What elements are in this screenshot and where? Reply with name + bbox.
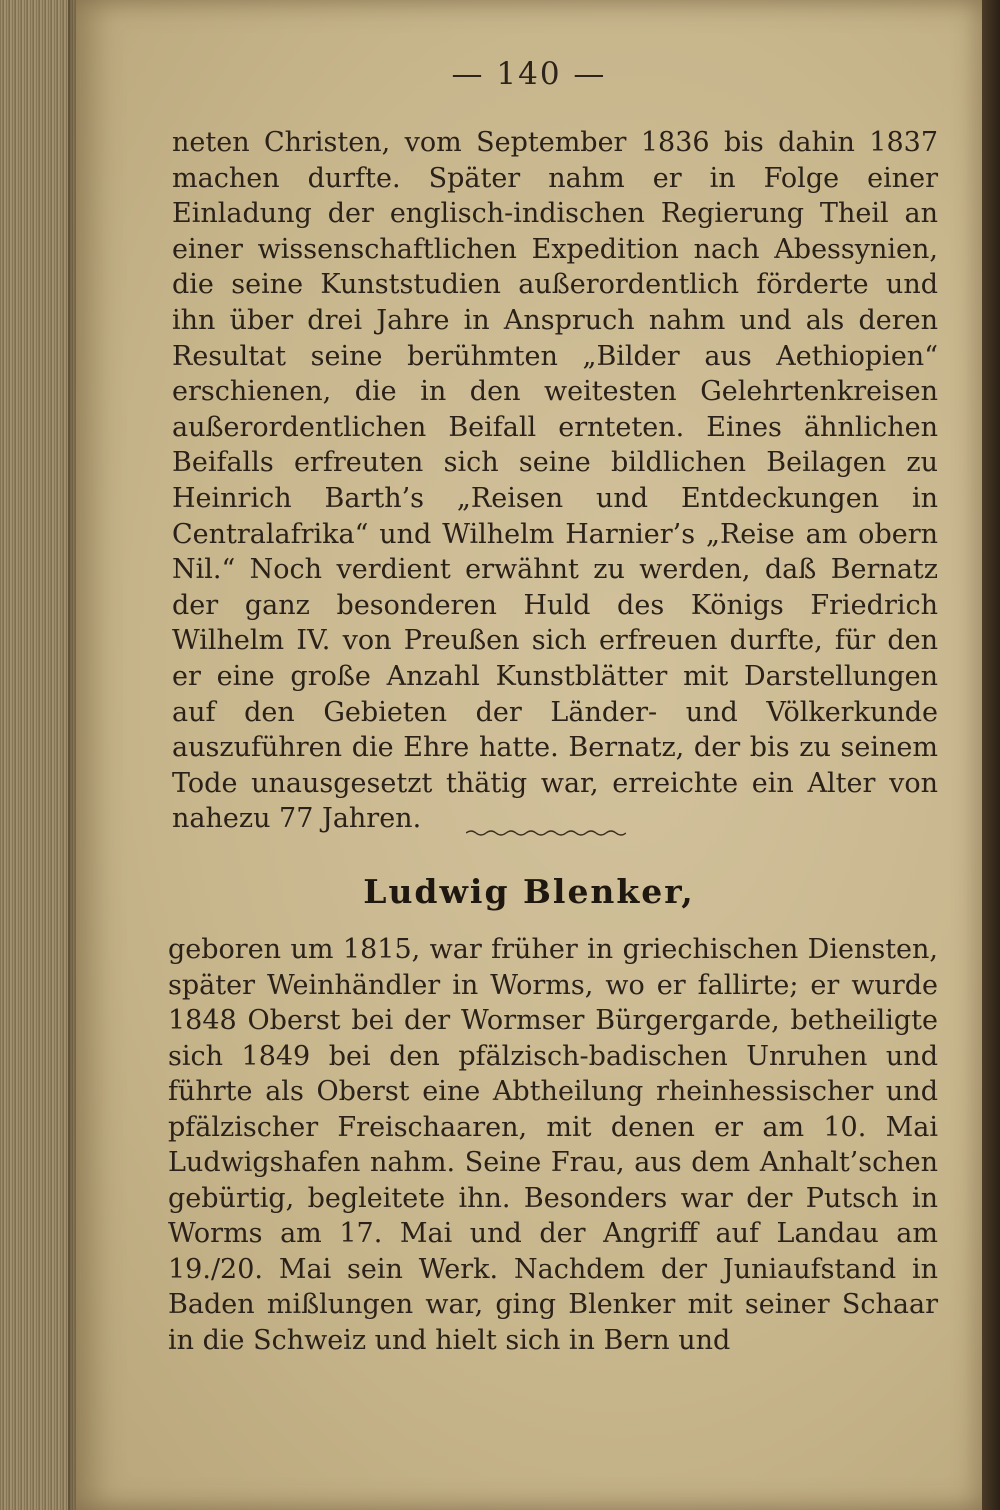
wavy-divider-ornament (466, 826, 626, 840)
continuation-text-block (172, 125, 938, 837)
book-page (76, 0, 982, 1510)
book-page-edges (0, 0, 78, 1510)
book-right-edge (982, 0, 1000, 1510)
section-paragraph: geboren um 1815, war früher in griechischen Diensten, später Weinhändler in Worms, wo er fallirte; er wurde 1848 Oberst bei der Wormser Bürgergarde, betheiligte sich 1849 bei den pfälzisch-badischen Unruhen und führte als Oberst eine Abtheilung rheinhessischer und pfälzischer Freischaaren, mit denen er am 10. Mai Ludwigshafen nahm. Seine Frau, aus dem Anhalt’schen gebürtig, begleitete ihn. Besonders war der Putsch in Worms am 17. Mai und der Angriff auf Landau am 19./20. Mai sein Werk. Nachdem der Juniaufstand in Baden mißlungen war, ging Blenker mit seiner Schaar in die Schweiz und hielt sich in Bern und (168, 934, 938, 1356)
section-text-block (168, 932, 938, 1358)
page-number: — 140 — (451, 56, 607, 92)
section-heading: Ludwig Blenker, (363, 872, 695, 911)
continuation-paragraph: neten Christen, vom September 1836 bis dahin 1837 machen durfte. Später nahm er in Folge einer Einladung der englisch-indischen Regierung Theil an einer wissenschaftlichen Expedition nach Abessynien, die seine Kunststudien außerordentlich förderte und ihn über drei Jahre in Anspruch nahm und als deren Resultat seine berühmten „Bilder aus Aethiopien“ erschienen, die in den weitesten Gelehrtenkreisen außerordentlichen Beifall ernteten. Eines ähnlichen Beifalls erfreuten sich seine bildlichen Beilagen zu Heinrich Barth’s „Reisen und Entdeckungen in Centralafrika“ und Wilhelm Harnier’s „Reise am obern Nil.“ Noch verdient erwähnt zu werden, daß Bernatz der ganz besonderen Huld des Königs Friedrich Wilhelm IV. von Preußen sich erfreuen durfte, für den er eine große Anzahl Kunstblätter mit Darstellungen auf den Gebieten der Länder- und Völkerkunde auszuführen die Ehre hatte. Bernatz, der bis zu seinem Tode unausgesetzt thätig war, erreichte ein Alter von nahezu 77 Jahren. (172, 127, 938, 835)
